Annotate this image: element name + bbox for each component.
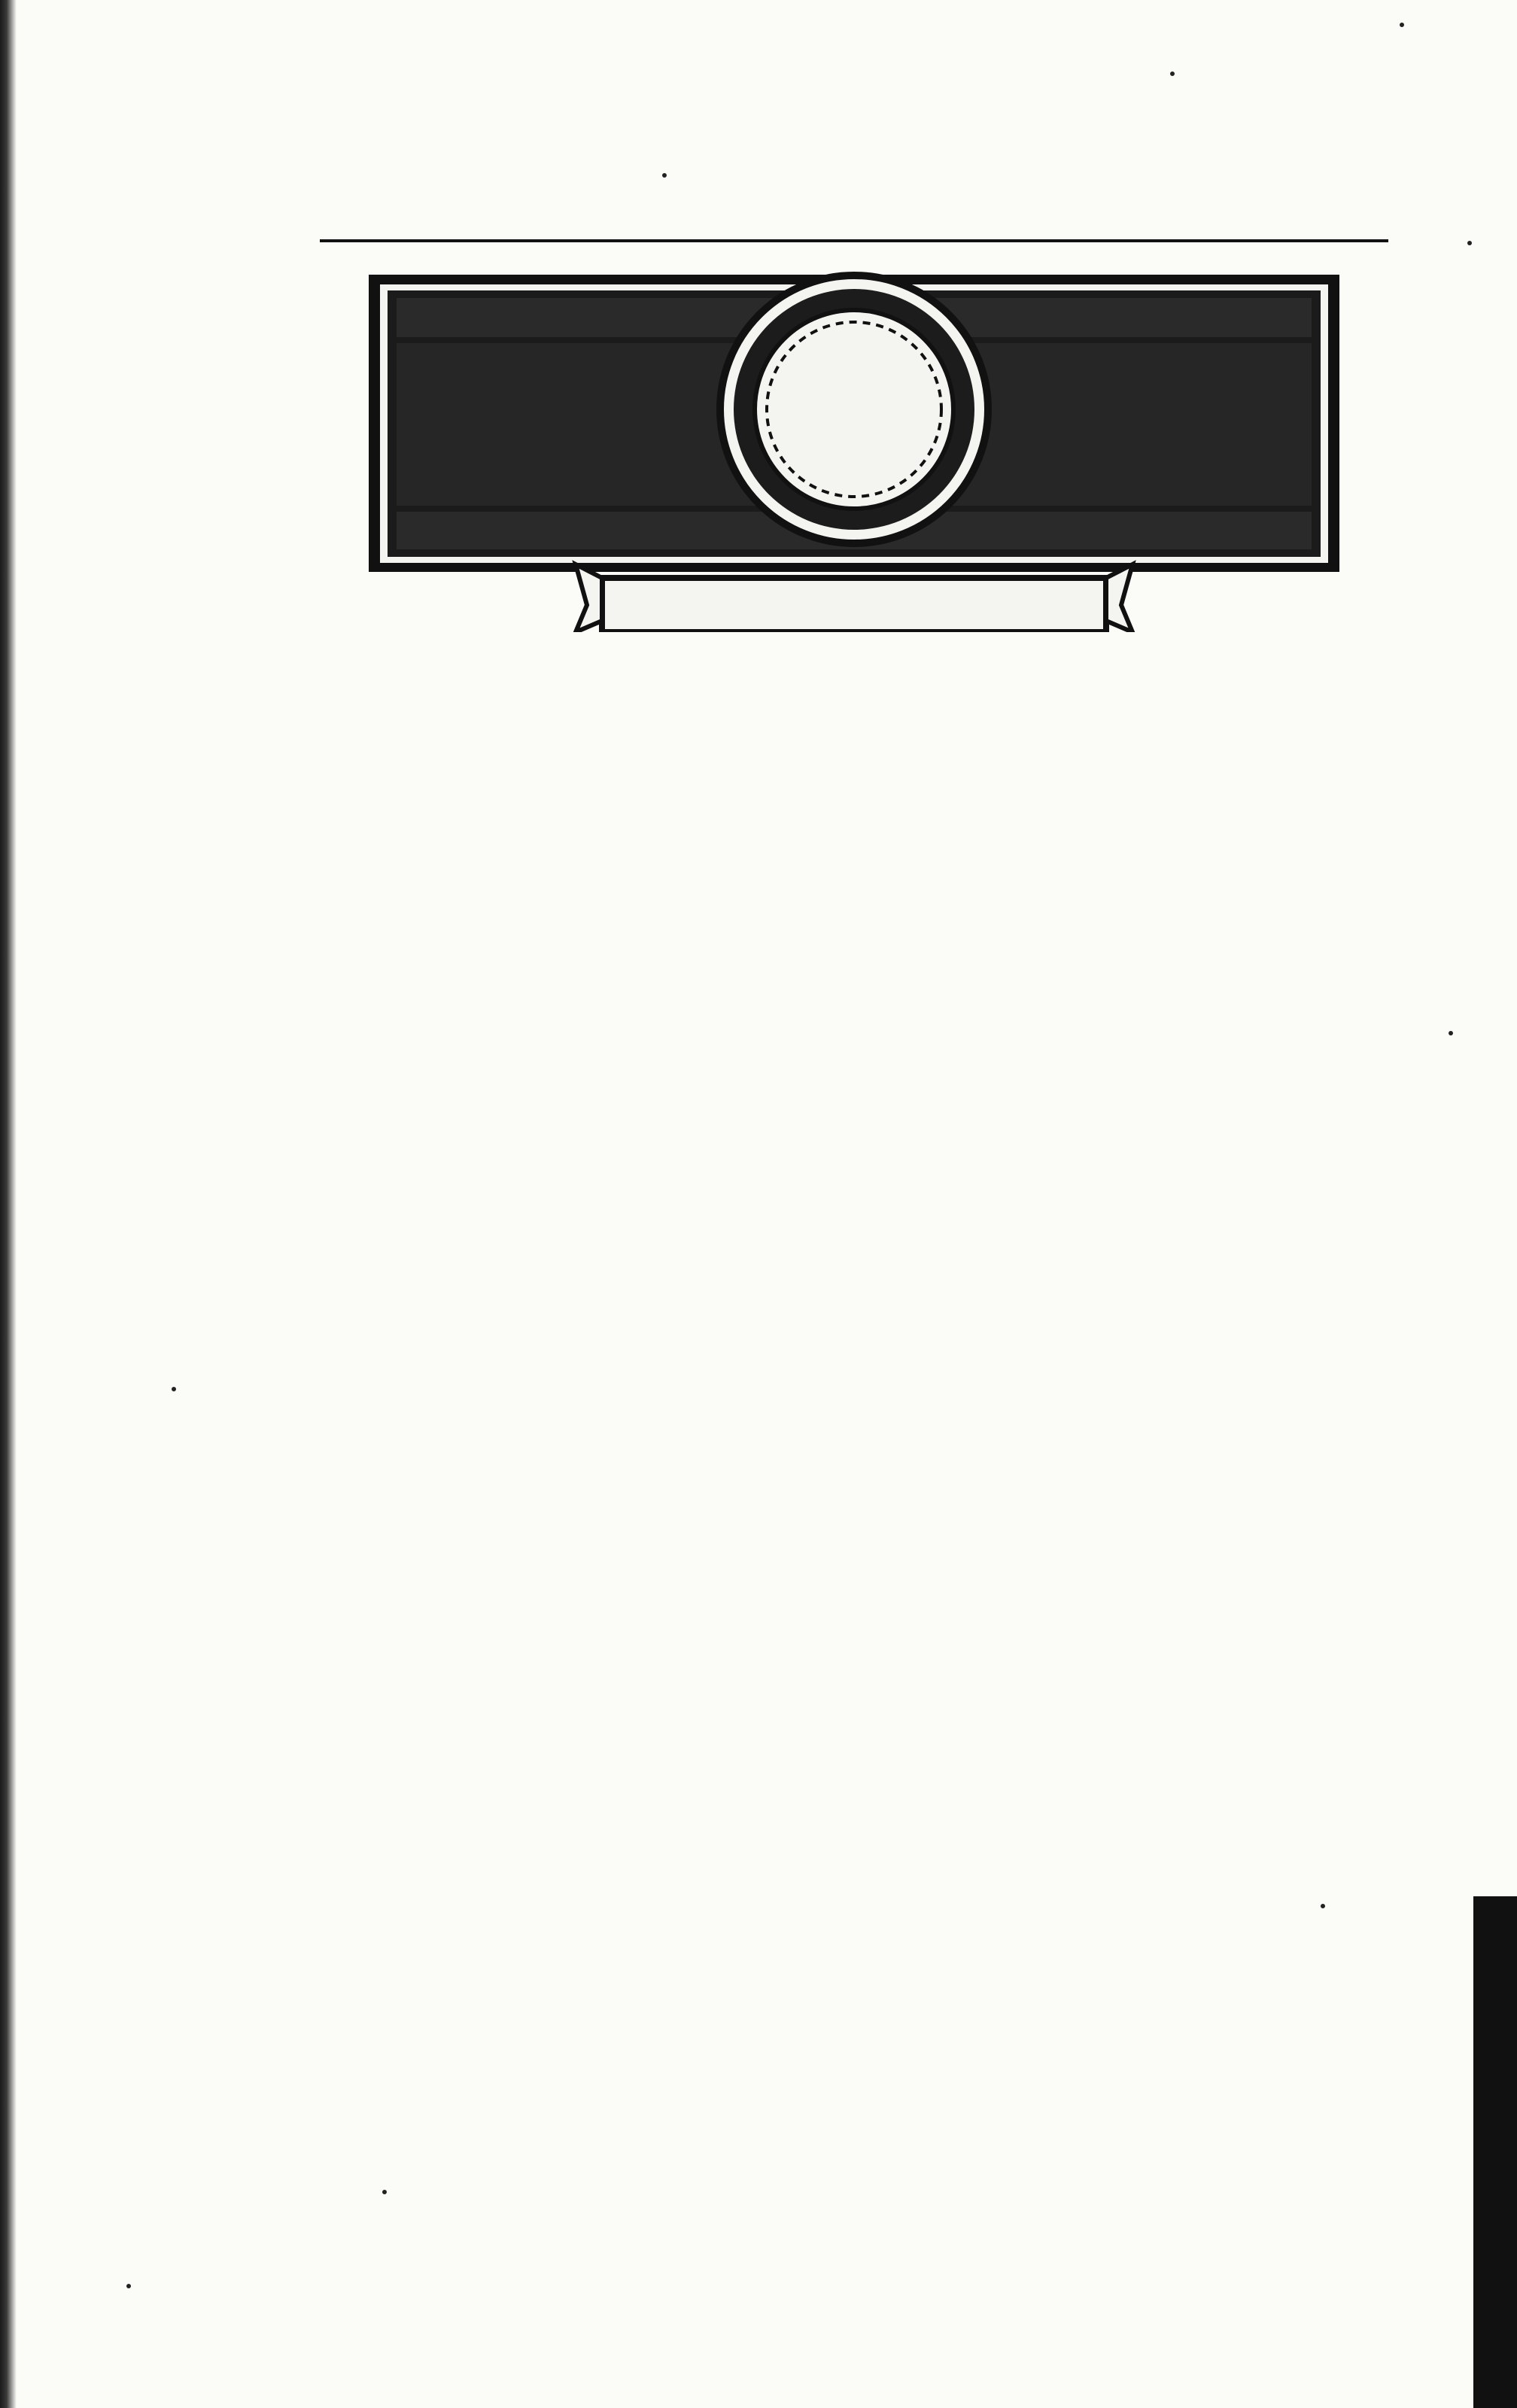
ornamental-border — [305, 211, 1403, 632]
scan-edge-right — [1473, 1896, 1517, 2408]
scan-speck — [662, 173, 667, 178]
in-memoriam-banner — [305, 211, 1403, 632]
scan-speck — [1170, 71, 1175, 76]
scan-speck — [172, 1387, 176, 1391]
scan-edge-left — [0, 0, 17, 2408]
scan-speck — [1400, 23, 1404, 27]
scan-speck — [1449, 1031, 1453, 1035]
scan-speck — [126, 2284, 131, 2288]
scan-speck — [1467, 241, 1472, 245]
scan-speck — [1321, 1904, 1325, 1908]
scan-speck — [382, 2190, 387, 2194]
